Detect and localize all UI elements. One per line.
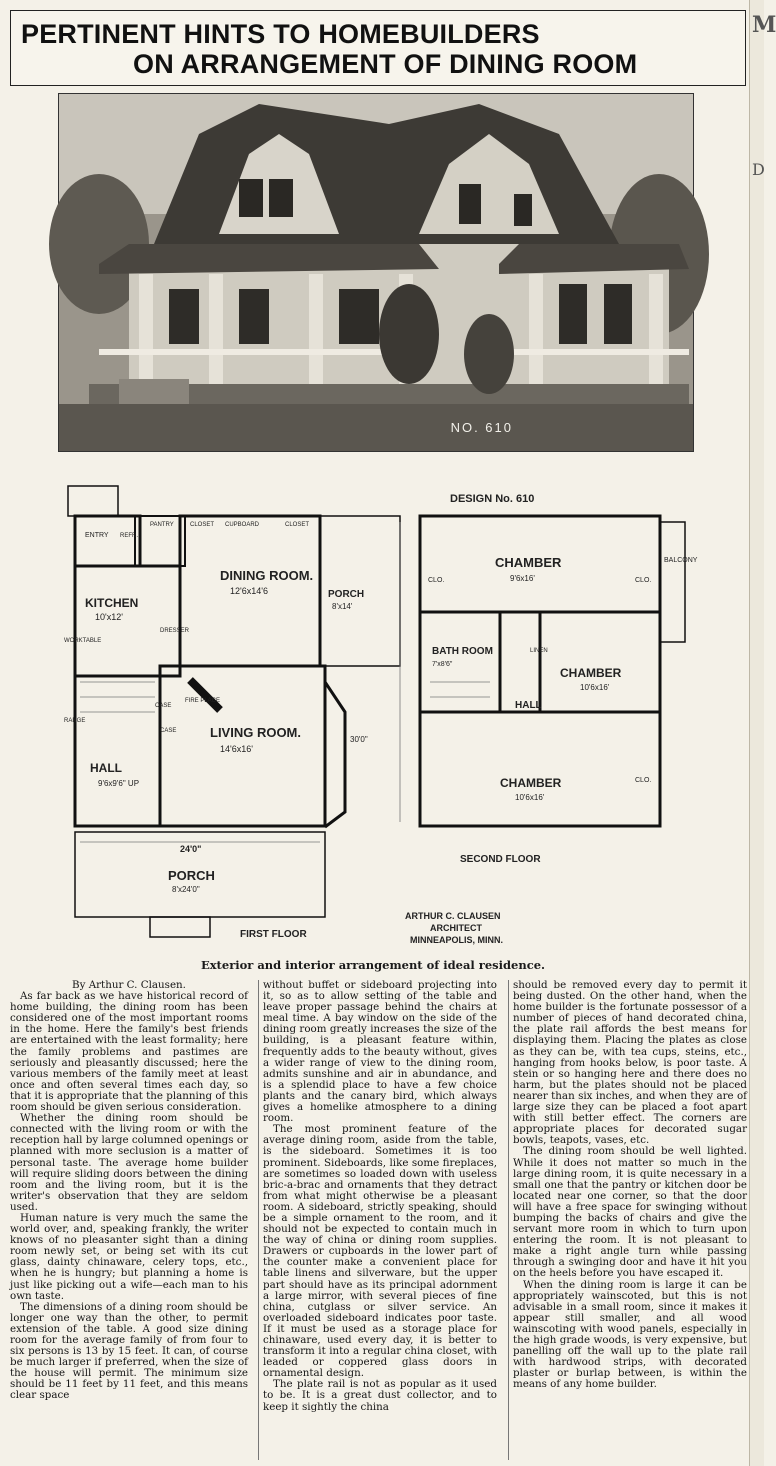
fixture-label: PANTRY [150,522,174,528]
room-name: PORCH [328,589,365,600]
first-floor-title: FIRST FLOOR [240,929,307,940]
room-size: 10'6x16' [580,683,610,692]
byline: By Arthur C. Clausen. [72,979,186,991]
room-size: 8'x24'0" [172,885,200,894]
article-body [10,980,764,1460]
paragraph: Whether the dining room should be connected with the living room or with the reception hall by large columned openings or planned with more seclusion is a matter of personal taste. The average home builder will require sliding doors between the dining room and the living room, but it is the writer's observation that they are seldom used. [10,1112,248,1213]
fixture-label: BALCONY [664,557,698,564]
paragraph: Human nature is very much the same the world over, and, speaking frankly, the writer knows of no pleasanter sight than a dining room newly set, or being set with its cut glass, dainty chinaware, celery tops, etc., when he is hungry; but planning a home is just like picking out a wife—each man to his own taste. [10,1211,248,1302]
room-name: CHAMBER [495,555,562,570]
room-name: CHAMBER [560,666,622,680]
fixture-label: CLO. [428,577,445,584]
room-name: DINING ROOM. [220,568,314,583]
fixture-label: REFR. [120,533,138,539]
room-name: KITCHEN [85,596,139,610]
architect-name: ARTHUR C. CLAUSEN [405,911,501,921]
plate-number: NO. 610 [450,420,513,435]
headline-line-1: PERTINENT HINTS TO HOMEBUILDERS [21,19,540,49]
fixture-label: WORKTABLE [64,638,102,644]
fixture-label: FIRE PLACE [185,698,221,704]
fixture-label: CLOSET [285,522,310,528]
house-photograph [58,93,694,452]
fixture-label: CLO. [635,577,652,584]
architect-title: ARCHITECT [430,923,482,933]
room-size: 14'6x16' [220,744,253,754]
room-size: 10'x12' [95,612,123,622]
room-size: 10'6x16' [515,793,545,802]
fixture-label: CASE [155,703,172,709]
fixture-label: LINEN [530,648,548,654]
fixture-label: CLOSET [190,522,215,528]
second-floor-title: SECOND FLOOR [460,854,541,865]
paragraph: The dining room should be well lighted. While it does not matter so much in the large dining room, it is quite necessary in a small one that the pantry or kitchen door be located near one corner, so that the door will have a free space for swinging without bumping the backs of chairs and give the servant more room in which to turn upon entering the room. It is not pleasant to make a right angle turn while passing through a swinging door and have it hit you on the heels before you have escaped it. [513,1145,747,1280]
floor-plans [60,482,700,952]
headline [11,11,745,79]
room-name: BATH ROOM [432,646,493,657]
adjacent-heading-fragment: D [752,160,765,179]
room-name: PORCH [168,868,215,883]
headline-line-2: ON ARRANGEMENT OF DINING ROOM [133,49,638,79]
architect-city: MINNEAPOLIS, MINN. [410,935,504,945]
fixture-label: CASE [160,728,177,734]
side-dimension: 30'0" [350,735,368,744]
room-size: 9'6x9'6" UP [98,779,140,788]
fixture-label: ENTRY [85,532,109,539]
headline-box [10,10,746,86]
fixture-label: RANGE [64,718,86,724]
room-size: 9'6x16' [510,574,535,583]
paragraph: As far back as we have historical record of home building, the dining room has been considered one of the most important rooms in the home. Here the family's best friends are entertained with the least formality; here the family problems and pastimes are seriously and pleasantly discussed; here the various members of the family meet at least once and often several times each day, so that it is appropriate that the planning of this room should be given serious consideration. [10,990,248,1114]
room-name: HALL [515,700,542,711]
paragraph: The dimensions of a dining room should be longer one way than the other, to permit extension of the table. A good size dining room for the average family of from four to six persons is 13 by 15 feet. It can, of course be much larger if preferred, when the size of the house will permit. The minimum size should be 11 feet by 11 feet, and this means clear space [10,1300,248,1402]
article-column-2 [258,980,497,1460]
floor-plan-drawing [60,482,700,952]
paragraph: The most prominent feature of the average dining room, aside from the table, is the sideboard. Sometimes it is too prominent. Sideboards, like some fireplaces, are sometimes so loaded down with useless bric-a-brac and ornaments that they detract from what might otherwise be a pleasant room. A sideboard, strictly speaking, should be a simple ornament to the room, and it should not be expected to contain much in the way of china or dining room supplies. Drawers or cupboards in the lower part of the counter make a convenient place for table linens and silverware, but the upper part should have as its principal adornment a large mirror, with several pieces of fine china, cutglass or silver service. An overloaded sideboard indicates poor taste. If it must be used as a storage place for chinaware, used every day, it is better to transform it into a regular china closet, with leaded or coppered glass doors in ornamental design. [263,1123,497,1380]
room-size: 8'x14' [332,602,353,611]
fixture-label: DRESSER [160,628,190,634]
article-column-3 [508,980,747,1460]
room-name: HALL [90,761,122,775]
room-size: 12'6x14'6 [230,586,268,596]
first-floor-dimension: 24'0" [180,844,202,854]
adjacent-heading-fragment: M [752,12,776,38]
article-column-1 [10,980,248,1460]
design-label: DESIGN No. 610 [450,493,535,505]
paragraph: When the dining room is large it can be appropriately wainscoted, but this is not advisable in a small room, since it makes it appear still smaller, and all wood wainscoting with wood panels, especially in the high grade woods, is very expensive, but panelling off the wall up to the plate rail with hardwood strips, with decorated plaster or burlap between, is within the means of any home builder. [513,1278,747,1391]
paragraph: should be removed every day to permit it being dusted. On the other hand, when the home builder is the fortunate possessor of a number of pieces of hand decorated china, the plate rail affords the best means for displaying them. Placing the plates as close as they can be, with tea cups, steins, etc., hanging from hooks below, is poor taste. A stein or so hanging here and there does no harm, but the plates should not be placed nearer than six inches, and when they are of large size they can be placed a foot apart with still better effect. The corners are appropriate places for decorated sugar bowls, teapots, vases, etc. [513,979,747,1147]
room-name: CHAMBER [500,776,562,790]
house-illustration [59,94,693,451]
figure-caption: Exterior and interior arrangement of ideal residence. [200,958,546,972]
paragraph: The plate rail is not as popular as it used to be. It is a great dust collector, and to keep it sightly the china [263,1378,497,1413]
fixture-label: CUPBOARD [225,522,260,528]
paragraph: without buffet or sideboard projecting into it, so as to allow setting of the table and leave proper passage behind the chairs at meal time. A bay window on the side of the dining room greatly increases the size of the building, is a pleasant feature within, frequently adds to the beauty without, gives a wider range of view to the dining room, admits sunshine and air in abundance, and is a splendid place to have a few choice plants and the canary bird, which always gives a homelike atmosphere to a dining room. [263,979,497,1125]
room-size: 7'x8'6" [432,661,453,668]
fixture-label: CLO. [635,777,652,784]
room-name: LIVING ROOM. [210,725,301,740]
